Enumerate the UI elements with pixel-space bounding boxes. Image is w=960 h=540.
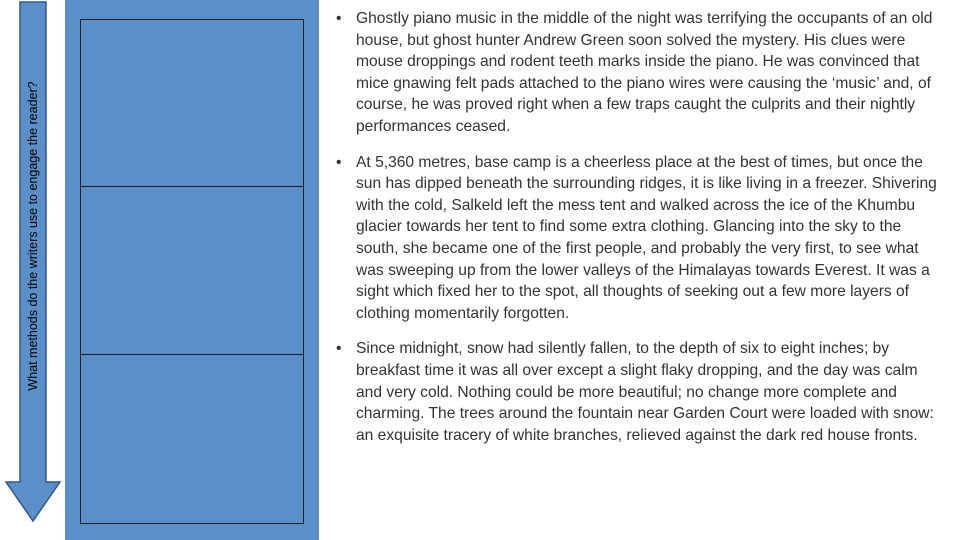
bullet-marker: • xyxy=(336,10,342,27)
bullet-marker: • xyxy=(336,153,342,171)
bullet-item-everest xyxy=(336,152,940,325)
answer-box-1[interactable] xyxy=(80,19,304,187)
answer-box-3[interactable] xyxy=(80,354,304,524)
bullet-text: At 5,360 metres, base camp is a cheerless place at the best of times, but once the sun has dipped beneath the surrounding ridges, it is like living in a freezer. Shivering with the cold, Salkeld left the mess tent and walked across the ice of the Khumbu glacier towards her tent to find some extra clothing. Glancing into the sky to the south, she became one of the first people, and probably the very first, to see what was sweeping up from the lower valleys of the Himalayas towards Everest. It was a sight which fixed her to the spot, all thoughts of seeking out a few more layers of clothing momentarily forgotten. xyxy=(356,153,937,322)
bullet-list xyxy=(336,8,940,460)
bullet-text: Ghostly piano music in the middle of the night was terrifying the occupants of an old house, but ghost hunter Andrew Green soon solved the mystery. His clues were mouse droppings and rodent teeth marks inside the piano. He was convinced that mice gnawing felt pads attached to the piano wires were causing the ‘music’ and, of course, he was proved right when a few traps caught the culprits and their nightly performances ceased. xyxy=(356,10,933,135)
bullet-text: Since midnight, snow had silently fallen, to the depth of six to eight inches; by breakfast time it was all over except a slight flaky dropping, and the day was calm and very cold. Nothing could be more beautiful; no change more complete and charming. The trees around the fountain near Garden Court were loaded with snow: an exquisite tracery of white branches, relieved against the dark red house fronts. xyxy=(356,340,934,444)
answer-box-2[interactable] xyxy=(80,186,304,355)
bullet-item-piano xyxy=(336,8,940,138)
arrow-label: What methods do the writers use to engage the reader? xyxy=(26,81,40,391)
bullet-item-snow xyxy=(336,338,940,446)
bullet-marker: • xyxy=(336,340,342,358)
